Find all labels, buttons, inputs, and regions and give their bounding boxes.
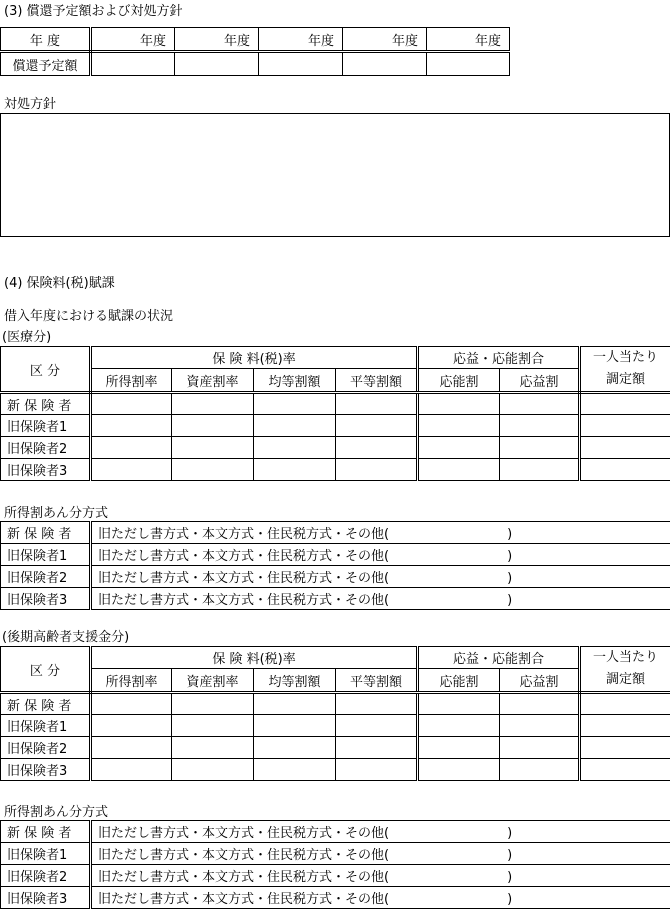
row-label: 旧保険者2 xyxy=(1,865,91,887)
table-cell[interactable] xyxy=(500,393,580,415)
table-cell[interactable] xyxy=(172,693,254,715)
table-cell[interactable] xyxy=(91,715,172,737)
method-text: 旧ただし書方式・本文方式・住民税方式・その他( xyxy=(98,826,390,841)
method-options[interactable] xyxy=(91,522,670,544)
row-label: 旧保険者2 xyxy=(1,737,91,759)
repayment-cell[interactable] xyxy=(427,52,510,76)
repayment-cell[interactable] xyxy=(259,52,343,76)
repayment-cell[interactable] xyxy=(175,52,259,76)
table-row xyxy=(1,759,670,781)
per-capita-label: 一人当たり xyxy=(593,350,659,365)
method-close: ) xyxy=(507,892,513,907)
table-cell[interactable] xyxy=(500,693,580,715)
method-options[interactable] xyxy=(91,544,670,566)
table-cell[interactable] xyxy=(500,459,580,481)
flat-rate-header: 平等割額 xyxy=(336,669,418,693)
row-label: 旧保険者1 xyxy=(1,715,91,737)
row-label: 旧保険者3 xyxy=(1,588,91,610)
rate-group-header: 保 険 料(税)率 xyxy=(91,347,418,369)
table-row xyxy=(1,715,670,737)
table-cell[interactable] xyxy=(418,415,500,437)
table-cell[interactable] xyxy=(254,393,336,415)
method-text: 旧ただし書方式・本文方式・住民税方式・その他( xyxy=(98,892,390,907)
year-cell: 年度 xyxy=(427,28,510,52)
method-row xyxy=(1,544,670,566)
category-header: 区 分 xyxy=(1,347,91,393)
elderly-method-table xyxy=(0,820,670,909)
table-cell[interactable] xyxy=(254,415,336,437)
method-row xyxy=(1,865,670,887)
category-header: 区 分 xyxy=(1,647,91,693)
table-cell[interactable] xyxy=(418,715,500,737)
table-cell[interactable] xyxy=(336,759,418,781)
table-row xyxy=(1,393,670,415)
table-cell[interactable] xyxy=(336,459,418,481)
table-row xyxy=(1,415,670,437)
medical-rate-table xyxy=(0,346,670,481)
method-text: 旧ただし書方式・本文方式・住民税方式・その他( xyxy=(98,571,390,586)
table-cell[interactable] xyxy=(91,737,172,759)
table-cell[interactable] xyxy=(580,759,670,781)
table-cell[interactable] xyxy=(172,759,254,781)
apportion-label-elderly: 所得割あん分方式 xyxy=(4,805,109,820)
table-cell[interactable] xyxy=(336,737,418,759)
table-cell[interactable] xyxy=(254,459,336,481)
method-text: 旧ただし書方式・本文方式・住民税方式・その他( xyxy=(98,848,390,863)
year-header: 年 度 xyxy=(1,28,91,52)
elderly-label: (後期高齢者支援金分) xyxy=(2,630,130,645)
method-close: ) xyxy=(507,593,513,608)
per-capita-label: 一人当たり xyxy=(593,650,659,665)
table-cell[interactable] xyxy=(500,437,580,459)
table-cell[interactable] xyxy=(580,459,670,481)
method-row xyxy=(1,566,670,588)
table-cell[interactable] xyxy=(580,437,670,459)
table-cell[interactable] xyxy=(91,415,172,437)
elderly-rate-table xyxy=(0,646,670,781)
table-cell[interactable] xyxy=(172,415,254,437)
flat-rate-header: 平等割額 xyxy=(336,369,418,393)
method-row xyxy=(1,588,670,610)
table-cell[interactable] xyxy=(580,393,670,415)
table-cell[interactable] xyxy=(500,737,580,759)
row-label: 新 保 険 者 xyxy=(1,821,91,843)
row-label: 新 保 険 者 xyxy=(1,393,91,415)
table-cell[interactable] xyxy=(254,715,336,737)
repayment-table xyxy=(0,27,510,76)
table-cell[interactable] xyxy=(500,715,580,737)
table-cell[interactable] xyxy=(172,437,254,459)
method-text: 旧ただし書方式・本文方式・住民税方式・その他( xyxy=(98,527,390,542)
row-label: 旧保険者1 xyxy=(1,544,91,566)
table-cell[interactable] xyxy=(580,715,670,737)
income-rate-header: 所得割率 xyxy=(91,369,172,393)
method-options[interactable] xyxy=(91,821,670,843)
benefit-header: 応益割 xyxy=(500,369,580,393)
table-cell[interactable] xyxy=(254,759,336,781)
table-cell[interactable] xyxy=(172,737,254,759)
method-options[interactable] xyxy=(91,566,670,588)
repayment-cell[interactable] xyxy=(91,52,175,76)
asset-rate-header: 資産割率 xyxy=(172,669,254,693)
per-capita-label-2: 調定額 xyxy=(606,372,646,387)
table-cell[interactable] xyxy=(418,459,500,481)
table-cell[interactable] xyxy=(91,459,172,481)
medical-method-table xyxy=(0,521,670,610)
method-row xyxy=(1,843,670,865)
method-row xyxy=(1,887,670,909)
table-row xyxy=(1,459,670,481)
row-label: 旧保険者3 xyxy=(1,887,91,909)
method-options[interactable] xyxy=(91,843,670,865)
table-cell[interactable] xyxy=(580,693,670,715)
table-cell[interactable] xyxy=(500,415,580,437)
medical-label: (医療分) xyxy=(2,330,52,345)
section3-heading: (3) 償還予定額および対処方針 xyxy=(4,4,183,19)
row-label: 新 保 険 者 xyxy=(1,522,91,544)
table-cell[interactable] xyxy=(418,437,500,459)
per-capita-header xyxy=(580,647,670,693)
ability-header: 応能割 xyxy=(418,669,500,693)
table-cell[interactable] xyxy=(580,415,670,437)
levy-status-heading: 借入年度における賦課の状況 xyxy=(4,309,174,324)
method-close: ) xyxy=(507,870,513,885)
equal-rate-header: 均等割額 xyxy=(254,369,336,393)
ratio-group-header: 応益・応能割合 xyxy=(418,647,580,669)
row-label: 旧保険者1 xyxy=(1,415,91,437)
method-row xyxy=(1,821,670,843)
table-cell[interactable] xyxy=(418,759,500,781)
table-cell[interactable] xyxy=(336,693,418,715)
apportion-label-medical: 所得割あん分方式 xyxy=(4,506,109,521)
policy-box[interactable] xyxy=(0,113,670,237)
ratio-group-header: 応益・応能割合 xyxy=(418,347,580,369)
method-close: ) xyxy=(507,826,513,841)
per-capita-header xyxy=(580,347,670,393)
table-cell[interactable] xyxy=(91,759,172,781)
year-cell: 年度 xyxy=(259,28,343,52)
table-cell[interactable] xyxy=(336,715,418,737)
method-close: ) xyxy=(507,848,513,863)
table-cell[interactable] xyxy=(91,437,172,459)
year-cell: 年度 xyxy=(91,28,175,52)
table-cell[interactable] xyxy=(336,393,418,415)
table-cell[interactable] xyxy=(336,415,418,437)
method-row xyxy=(1,522,670,544)
method-options[interactable] xyxy=(91,588,670,610)
table-cell[interactable] xyxy=(172,393,254,415)
method-close: ) xyxy=(507,571,513,586)
table-cell[interactable] xyxy=(580,737,670,759)
table-cell[interactable] xyxy=(418,693,500,715)
year-cell: 年度 xyxy=(175,28,259,52)
table-cell[interactable] xyxy=(172,459,254,481)
row-label: 旧保険者2 xyxy=(1,437,91,459)
table-cell[interactable] xyxy=(500,759,580,781)
year-cell: 年度 xyxy=(343,28,427,52)
income-rate-header: 所得割率 xyxy=(91,669,172,693)
table-row xyxy=(1,737,670,759)
method-options[interactable] xyxy=(91,887,670,909)
repayment-cell[interactable] xyxy=(343,52,427,76)
policy-label: 対処方針 xyxy=(4,97,57,112)
table-cell[interactable] xyxy=(254,437,336,459)
equal-rate-header: 均等割額 xyxy=(254,669,336,693)
table-cell[interactable] xyxy=(336,437,418,459)
per-capita-label-2: 調定額 xyxy=(606,672,646,687)
table-row xyxy=(1,437,670,459)
section4-heading: (4) 保険料(税)賦課 xyxy=(4,276,115,291)
row-label: 旧保険者2 xyxy=(1,566,91,588)
table-cell[interactable] xyxy=(254,737,336,759)
table-cell[interactable] xyxy=(254,693,336,715)
benefit-header: 応益割 xyxy=(500,669,580,693)
method-options[interactable] xyxy=(91,865,670,887)
method-text: 旧ただし書方式・本文方式・住民税方式・その他( xyxy=(98,870,390,885)
row-label: 旧保険者1 xyxy=(1,843,91,865)
table-cell[interactable] xyxy=(418,393,500,415)
table-cell[interactable] xyxy=(172,715,254,737)
method-text: 旧ただし書方式・本文方式・住民税方式・その他( xyxy=(98,549,390,564)
method-close: ) xyxy=(507,527,513,542)
ability-header: 応能割 xyxy=(418,369,500,393)
row-label: 旧保険者3 xyxy=(1,459,91,481)
table-cell[interactable] xyxy=(418,737,500,759)
repayment-row-label: 償還予定額 xyxy=(1,52,91,76)
asset-rate-header: 資産割率 xyxy=(172,369,254,393)
table-cell[interactable] xyxy=(91,393,172,415)
row-label: 旧保険者3 xyxy=(1,759,91,781)
method-close: ) xyxy=(507,549,513,564)
row-label: 新 保 険 者 xyxy=(1,693,91,715)
table-cell[interactable] xyxy=(91,693,172,715)
method-text: 旧ただし書方式・本文方式・住民税方式・その他( xyxy=(98,593,390,608)
rate-group-header: 保 険 料(税)率 xyxy=(91,647,418,669)
table-row xyxy=(1,693,670,715)
